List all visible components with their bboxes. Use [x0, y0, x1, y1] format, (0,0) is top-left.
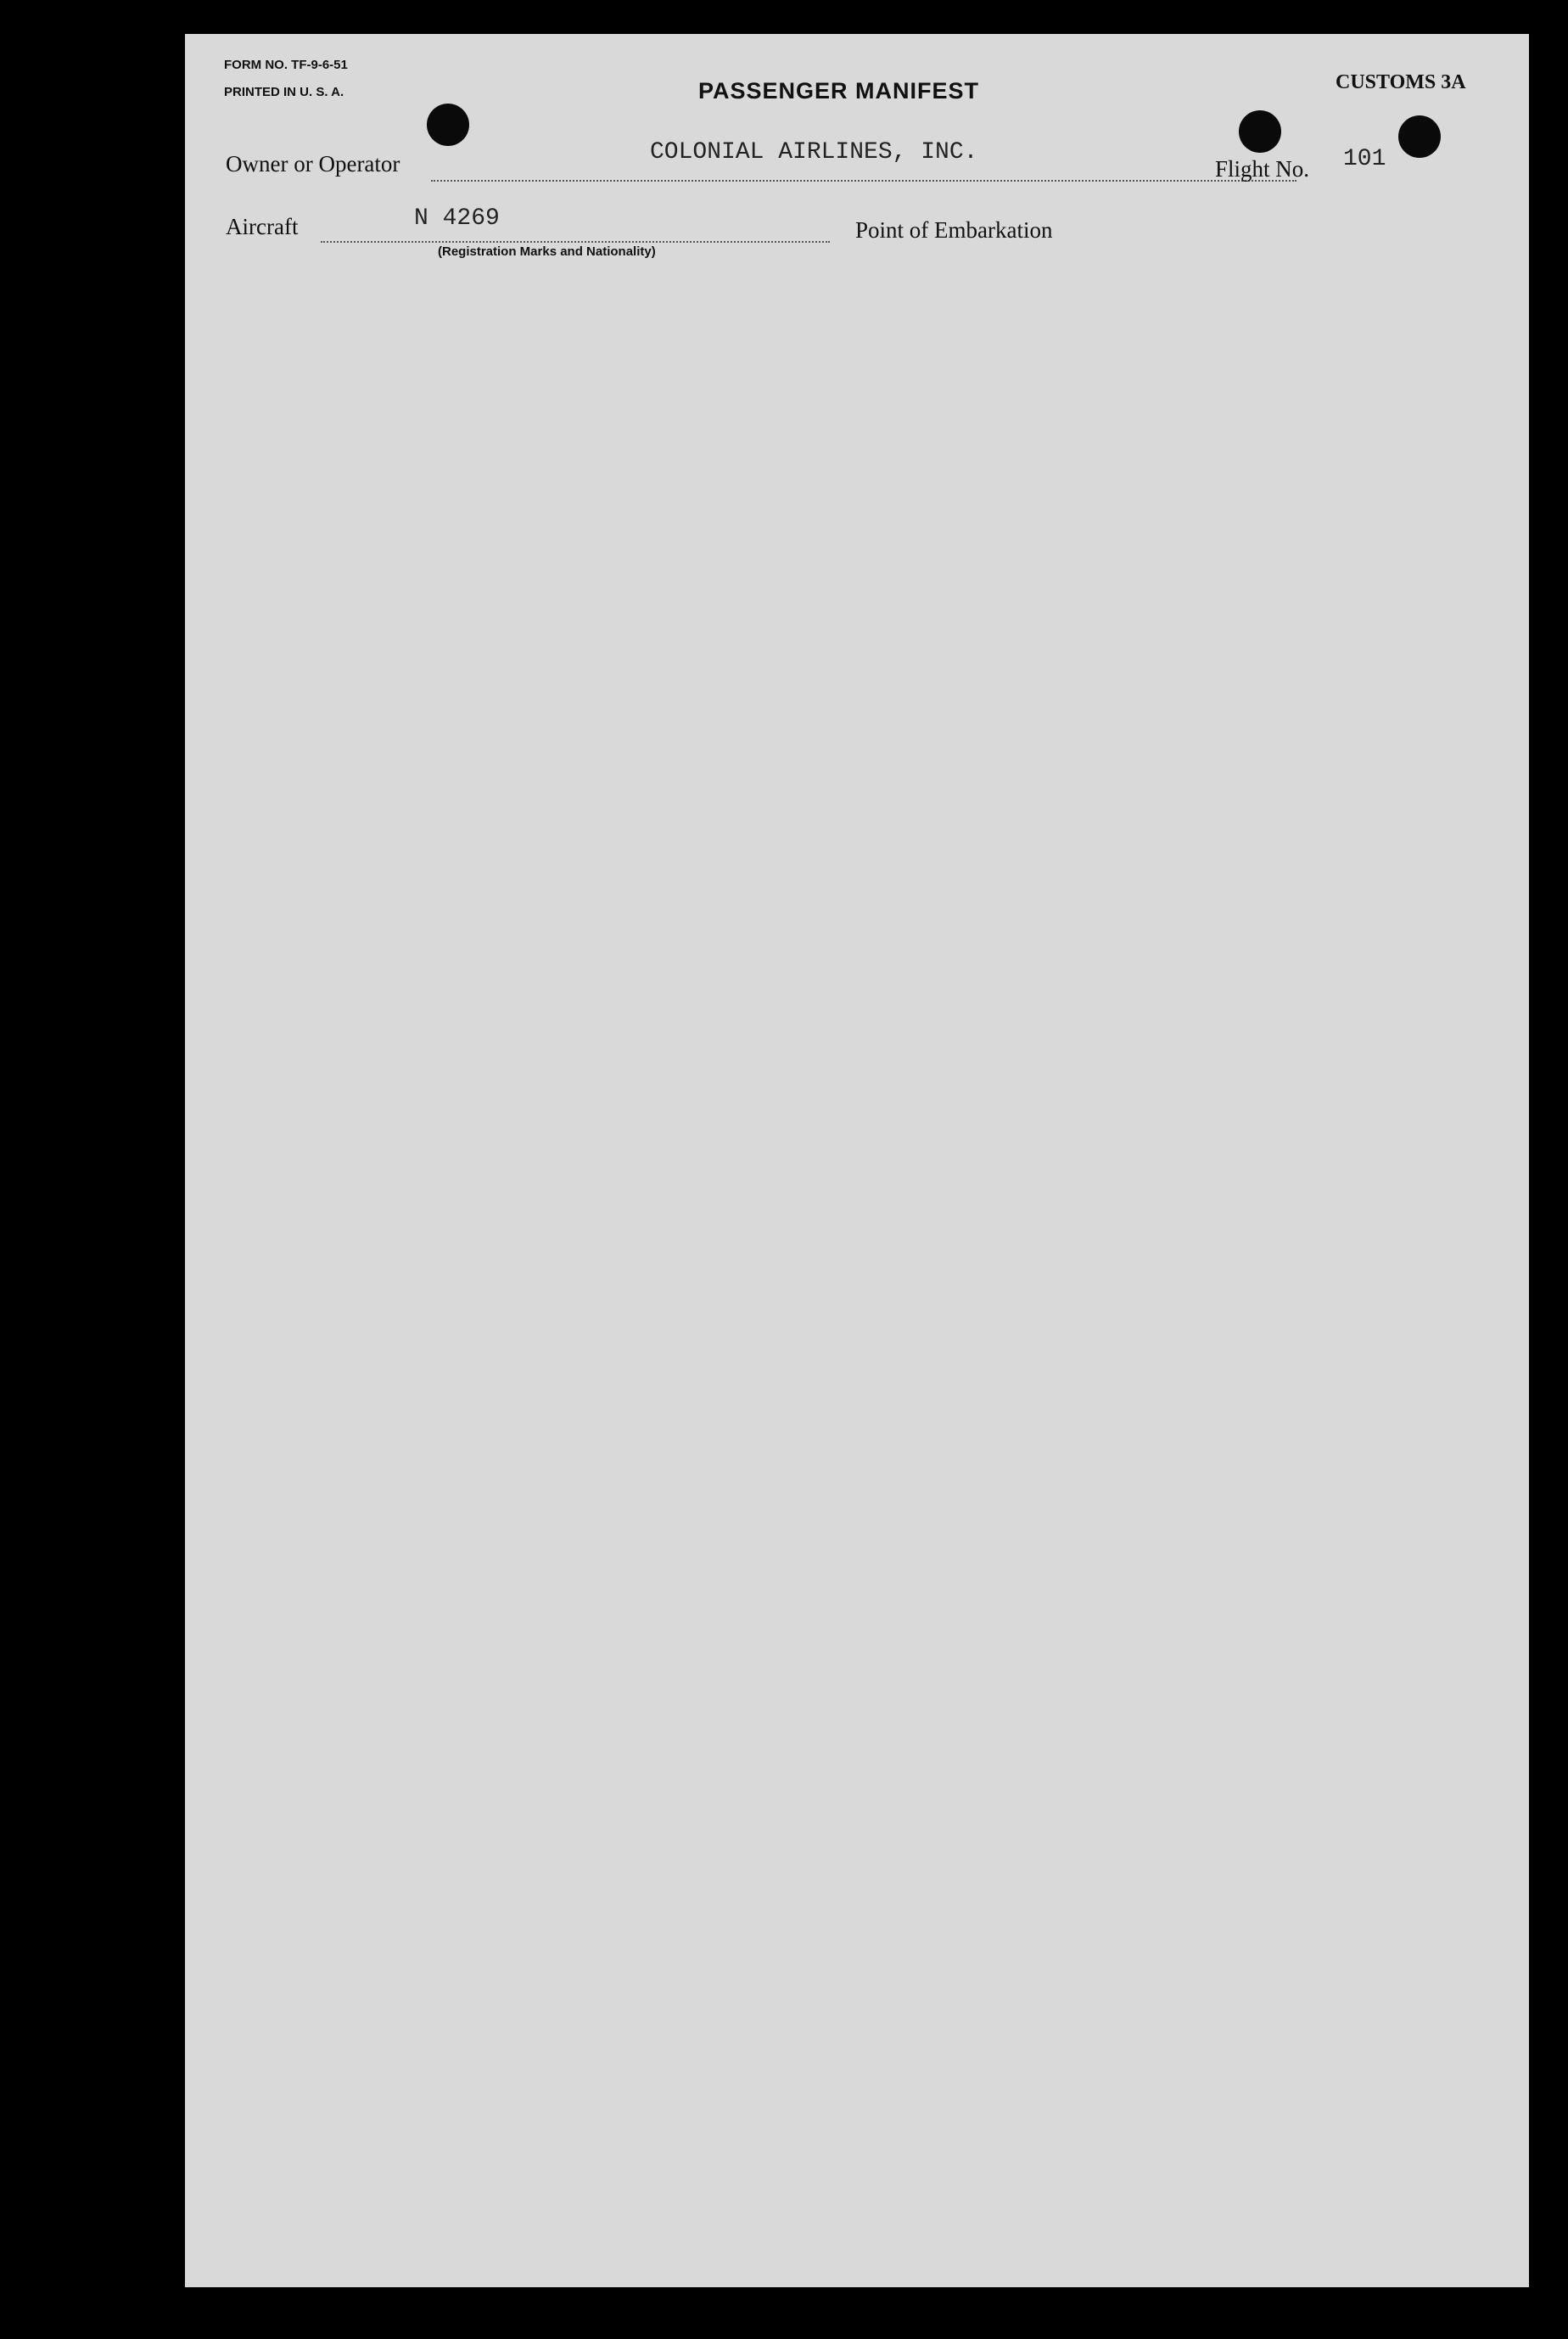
- aircraft-sub: (Registration Marks and Nationality): [438, 244, 656, 259]
- printed-in: PRINTED IN U. S. A.: [224, 85, 344, 99]
- manifest-page: [185, 34, 1529, 2287]
- aircraft-label: Aircraft: [226, 214, 299, 239]
- owner-line: [431, 180, 1296, 182]
- customs-label: CUSTOMS 3A: [1336, 71, 1466, 93]
- punch-hole: [1398, 115, 1441, 158]
- flight-label: Flight No.: [1215, 156, 1310, 182]
- owner-value: COLONIAL AIRLINES, INC.: [650, 139, 978, 165]
- punch-hole: [1239, 110, 1281, 153]
- embark-label: Point of Embarkation: [855, 217, 1053, 243]
- punch-hole: [427, 104, 469, 146]
- owner-label: Owner or Operator: [226, 151, 400, 177]
- aircraft-line: [321, 241, 830, 243]
- form-title: PASSENGER MANIFEST: [698, 78, 980, 104]
- flight-value: 101: [1343, 146, 1386, 172]
- aircraft-value: N 4269: [414, 205, 500, 232]
- form-number: FORM NO. TF-9-6-51: [224, 58, 348, 72]
